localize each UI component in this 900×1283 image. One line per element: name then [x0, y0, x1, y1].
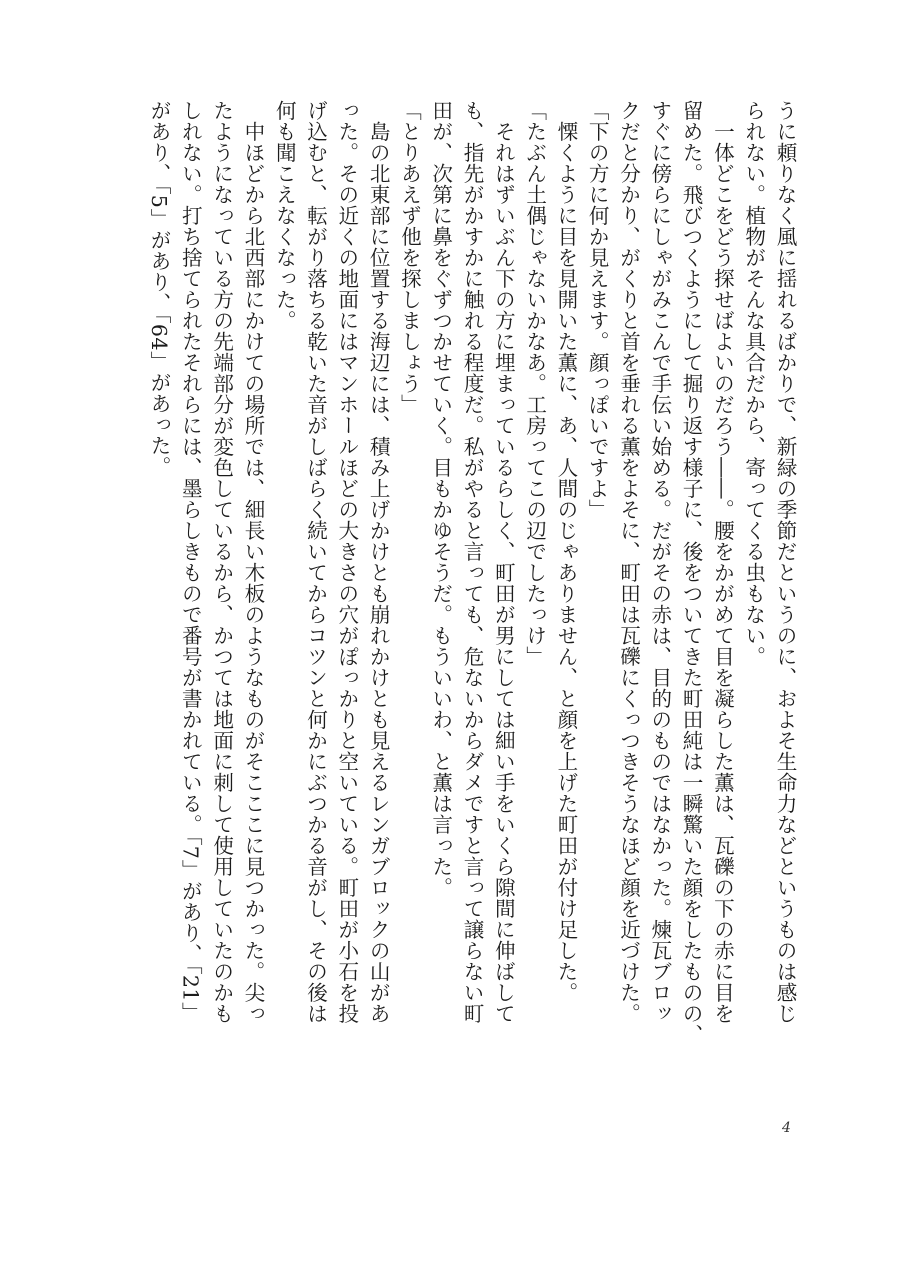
page-number: 4 [782, 1120, 791, 1136]
text-line: うに頼りなく風に揺れるばかりで、新緑の季節だというのに、およそ生命力などというものは感じ [773, 100, 797, 1024]
text-line: それはずいぶん下の方に埋まっているらしく、町田が男にしては細い手をいくら隙間に伸ばして [491, 100, 516, 1024]
text-line: げ込むと、転がり落ちる乾いた音がしばらく続いてからコツンと何かにぶつかる音がし、その後は [303, 100, 328, 1024]
text-line: すぐに傍らにしゃがみこんで手伝い始める。だがその赤は、目的のものではなかった。煉瓦ブロッ [647, 100, 672, 1024]
text-line: 何も聞こえなくなった。 [272, 100, 297, 331]
text-line: クだと分かり、がくりと首を垂れる薫をよそに、町田は瓦礫にくっつきそうなほど顔を近づけた。 [616, 100, 641, 1024]
text-line: があり、「5」があり、「64」があった。 [147, 100, 172, 477]
text-line: 「下の方に何か見えます。顔っぽいですよ」 [585, 100, 610, 520]
text-line: った。その近くの地面にはマンホールほどの大きさの穴がぽっかりと空いている。町田が小石を投 [334, 100, 359, 1024]
text-line: 中ほどから北西部にかけての場所では、細長い木板のようなものがそこここに見つかった。尖っ [240, 100, 265, 1024]
text-line: 島の北東部に位置する海辺には、積み上げかけとも崩れかけとも見えるレンガブロックの山があ [366, 100, 391, 1024]
text-line: 慄くように目を見開いた薫に、あ、人間のじゃありません、と顔を上げた町田が付け足した。 [553, 100, 578, 1003]
text-line: たようになっている方の先端部分が変色しているから、かつては地面に刺して使用していたのかも [209, 100, 234, 1024]
text-line: も、指先がかすかに触れる程度だ。私がやると言っても、危ないからダメですと言って譲らない町 [460, 100, 485, 1024]
text-line: しれない。打ち捨てられたそれらには、墨らしきもので番号が書かれている。「7」があり、「21」 [178, 100, 203, 1023]
text-line: られない。植物がそんな具合だから、寄ってくる虫もない。 [741, 100, 766, 667]
text-line: 「とりあえず他を探しましょう」 [397, 100, 422, 415]
text-line: 留めた。飛びつくようにして掘り返す様子に、後をついてきた町田純は一瞬驚いた顔をしたものの、 [679, 100, 704, 1045]
text-line: 一体どこをどう探せばよいのだろう――。腰をかがめて目を凝らした薫は、瓦礫の下の赤に目を [710, 100, 735, 1024]
text-line: 田が、次第に鼻をぐずつかせていく。目もかゆそうだ。もういいわ、と薫は言った。 [428, 100, 453, 898]
text-line: 「たぶん土偶じゃないかなあ。工房ってこの辺でしたっけ」 [522, 100, 547, 667]
vertical-text-body [143, 100, 800, 1100]
